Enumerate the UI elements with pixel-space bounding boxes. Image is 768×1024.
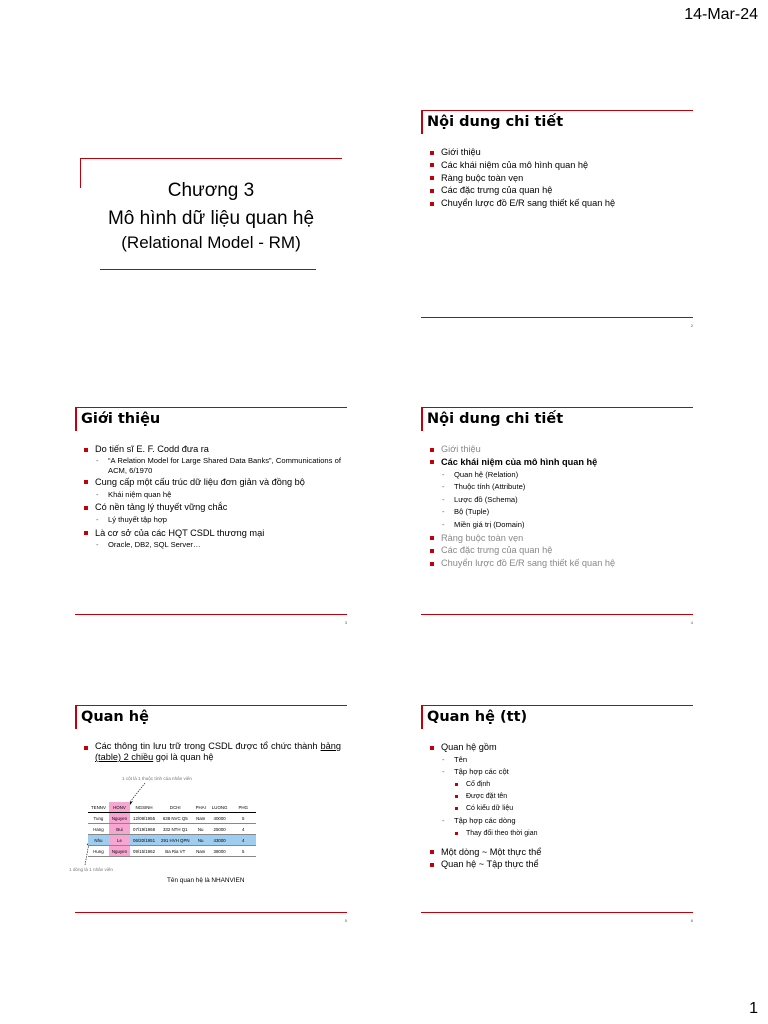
- bullet-text: Quan hệ gồm: [441, 742, 497, 752]
- nhanvien-table: [88, 802, 256, 857]
- sub-item: [441, 815, 687, 840]
- print-date: 14-Mar-24: [684, 6, 758, 23]
- list-item: Các đặc trưng của quan hệ: [429, 184, 687, 197]
- content-list: [429, 146, 687, 210]
- table-cell: 40000: [209, 813, 231, 824]
- table-cell: 43000: [209, 835, 231, 846]
- list-item: Chuyển lược đồ E/R sang thiết kế quan hệ: [429, 557, 687, 570]
- slide-top-rule: [421, 407, 693, 408]
- slide-title: Quan hệ: [81, 709, 149, 725]
- sub-item: - Thuộc tính (Attribute): [441, 481, 687, 494]
- bullet-text: Cung cấp một cấu trúc dữ liệu đơn giản và đồng bộ: [95, 476, 305, 487]
- table-cell: 4: [230, 835, 256, 846]
- column-header: DCHI: [158, 802, 193, 813]
- slide-top-rule: [421, 110, 693, 111]
- list-item: [83, 476, 341, 501]
- table-cell: Tung: [88, 813, 109, 824]
- sub-item: - Tên: [441, 754, 687, 767]
- list-item: Quan hệ ~ Tập thực thể: [429, 858, 687, 871]
- table-cell: Le: [109, 835, 130, 846]
- table-cell: 06/20/1951: [130, 835, 158, 846]
- detail-item: Có kiểu dữ liệu: [454, 803, 687, 815]
- list-item: Một dòng ~ Một thực thể: [429, 846, 687, 859]
- sub-item: - Quan hệ (Relation): [441, 469, 687, 482]
- column-header: PHAI: [193, 802, 209, 813]
- list-item: [83, 501, 341, 526]
- sub-item: - Miền giá trị (Domain): [441, 519, 687, 532]
- list-item: [83, 527, 341, 552]
- content-list: [83, 443, 341, 552]
- slide-number: 4: [690, 620, 693, 625]
- sub-item: - Lược đồ (Schema): [441, 494, 687, 507]
- table-cell: Hang: [88, 824, 109, 835]
- list-item: [83, 443, 341, 476]
- row-annotation: 1 dòng là 1 nhân viên: [69, 867, 113, 872]
- detail-item: Cố định: [454, 779, 687, 791]
- table-cell: 25000: [209, 824, 231, 835]
- column-annotation: 1 cột là 1 thuộc tính của nhân viên: [122, 776, 192, 781]
- table-cell: 332 NTH Q1: [158, 824, 193, 835]
- slide-number: 2: [690, 323, 693, 328]
- slide-number: 5: [344, 918, 347, 923]
- slide-1-title: [80, 158, 342, 270]
- slide-top-rule: [80, 158, 342, 159]
- slide-4: [421, 407, 693, 625]
- slide-bottom-rule: [75, 912, 347, 913]
- slide-title: Nội dung chi tiết: [427, 411, 564, 427]
- table-cell: 38000: [209, 846, 231, 857]
- slide-title: Giới thiệu: [81, 411, 161, 427]
- list-item: Các đặc trưng của quan hệ: [429, 544, 687, 557]
- table-cell: 09/15/1962: [130, 846, 158, 857]
- table-cell: Nguyen: [109, 813, 130, 824]
- list-item: Chuyển lược đồ E/R sang thiết kế quan hệ: [429, 197, 687, 210]
- table-cell: Bui: [109, 824, 130, 835]
- table-cell: Nu: [193, 835, 209, 846]
- slide-bottom-rule: [421, 912, 693, 913]
- page-number: 1: [749, 1000, 758, 1017]
- slide-title: Nội dung chi tiết: [427, 114, 564, 130]
- list-item: Giới thiệu: [429, 443, 687, 456]
- list-item: [429, 456, 687, 532]
- chapter-subtitle: (Relational Model - RM): [121, 233, 301, 252]
- table-cell: Ba Ria VT: [158, 846, 193, 857]
- slide-2: [421, 110, 693, 328]
- sub-item: - Khái niệm quan hệ: [95, 489, 341, 502]
- sub-item: - Oracle, DB2, SQL Server…: [95, 539, 341, 552]
- chapter-title: Mô hình dữ liệu quan hệ: [107, 208, 315, 229]
- table-cell: 291 HVH QPN: [158, 835, 193, 846]
- detail-item: Thay đổi theo thời gian: [454, 828, 687, 840]
- slide-top-rule: [421, 705, 693, 706]
- slide-number: 3: [344, 620, 347, 625]
- content-list: [429, 741, 687, 871]
- bullet-text: Do tiến sĩ E. F. Codd đưa ra: [95, 444, 209, 454]
- table-cell: Nam: [193, 813, 209, 824]
- table-cell: 5: [230, 813, 256, 824]
- detail-item: Được đặt tên: [454, 791, 687, 803]
- slide-bottom-rule: [421, 317, 693, 318]
- bullet-text: Các thông tin lưu trữ trong CSDL được tổ chức thành: [95, 741, 321, 751]
- slide-bottom-rule: [100, 269, 316, 270]
- slide-left-rule: [421, 110, 423, 134]
- table-row: [88, 824, 256, 835]
- bullet-text: Có nền tảng lý thuyết vững chắc: [95, 502, 228, 513]
- sub-item: - Bộ (Tuple): [441, 506, 687, 519]
- slide-6: [421, 705, 693, 923]
- column-header: LUONG: [209, 802, 231, 813]
- slide-5: [69, 705, 347, 923]
- table-cell: 5: [230, 846, 256, 857]
- slide-bottom-rule: [75, 614, 347, 615]
- table-cell: 4: [230, 824, 256, 835]
- slide-title: Quan hệ (tt): [427, 709, 528, 725]
- table-row-highlighted: [88, 835, 256, 846]
- slide-top-rule: [75, 407, 347, 408]
- slide-bottom-rule: [421, 614, 693, 615]
- bullet-text: Là cơ sở của các HQT CSDL thương mại: [95, 527, 265, 538]
- table-cell: Nu: [193, 824, 209, 835]
- list-item: Giới thiệu: [429, 146, 687, 159]
- table-cell: Nhu: [88, 835, 109, 846]
- table-cell: Nguyen: [109, 846, 130, 857]
- column-header: TENNV: [88, 802, 109, 813]
- table-row: [88, 846, 256, 857]
- chapter-label: Chương 3: [167, 180, 255, 201]
- table-caption: Tên quan hệ là NHANVIEN: [167, 877, 245, 884]
- column-header: PHG: [230, 802, 256, 813]
- slide-number: 6: [690, 918, 693, 923]
- sub-item: [441, 766, 687, 815]
- table-cell: 07/19/1968: [130, 824, 158, 835]
- table-cell: Nam: [193, 846, 209, 857]
- slide-left-rule: [421, 705, 423, 729]
- column-header: HONV: [109, 802, 130, 813]
- sub-item-text: Tập hợp các dòng: [454, 815, 516, 825]
- list-item: [429, 741, 687, 840]
- list-item: Ràng buộc toàn vẹn: [429, 532, 687, 545]
- list-item: Các khái niệm của mô hình quan hệ: [429, 159, 687, 172]
- slide-3: [75, 407, 347, 625]
- sub-item-text: Tập hợp các cột: [454, 767, 509, 777]
- table-header-row: [88, 802, 256, 813]
- table-row: [88, 813, 256, 824]
- table-cell: 12/08/1955: [130, 813, 158, 824]
- table-cell: 638 NVC Q5: [158, 813, 193, 824]
- slide-left-rule: [421, 407, 423, 431]
- list-item: Ràng buộc toàn vẹn: [429, 172, 687, 185]
- underlined-text: bảng (table) 2 chiều: [95, 741, 341, 762]
- sub-item: - “A Relation Model for Large Shared Data Banks”, Communications of ACM, 6/1970: [95, 456, 341, 476]
- slide-left-rule: [75, 407, 77, 431]
- bullet-text: gọi là quan hệ: [153, 752, 214, 762]
- bullet-text: Các khái niệm của mô hình quan hệ: [441, 456, 598, 467]
- column-header: NGSINH: [130, 802, 158, 813]
- content-list: [429, 443, 687, 570]
- sub-item: - Lý thuyết tập hợp: [95, 514, 341, 527]
- table-cell: Hung: [88, 846, 109, 857]
